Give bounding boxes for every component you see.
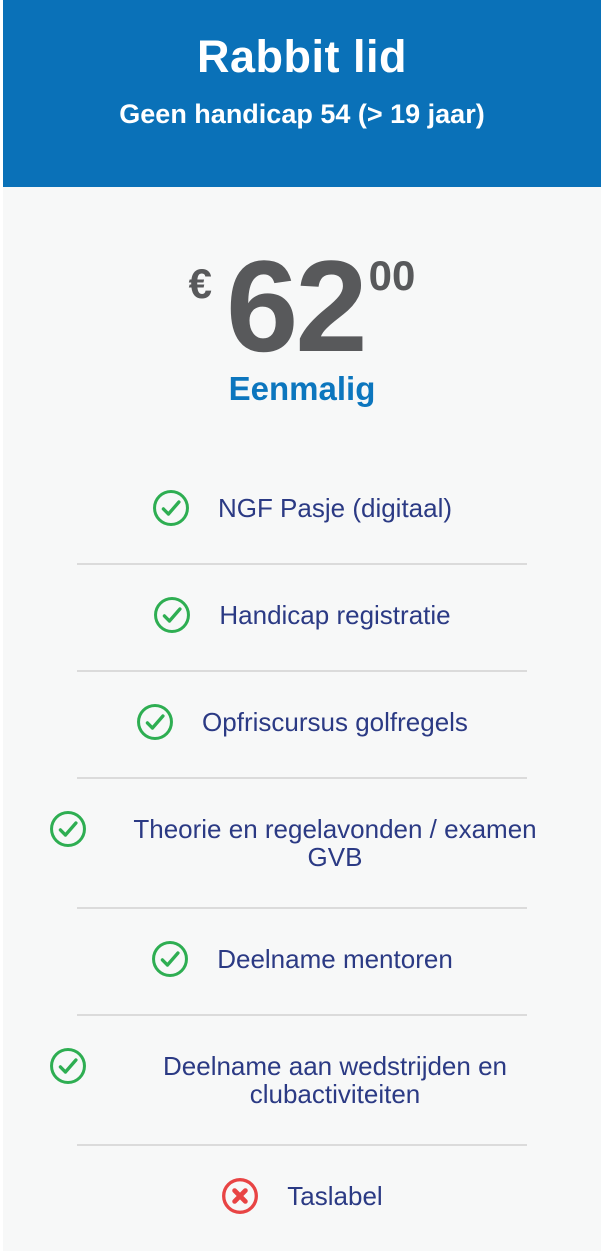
feature-label: Theorie en regelavonden / examen GVB [133,813,537,872]
feature-label: Handicap registratie [219,599,451,630]
feature-row [3,565,601,670]
check-circle-icon [49,810,87,848]
feature-label: Opfriscursus golfregels [202,706,468,737]
feature-row [3,672,601,777]
card-header [3,0,601,187]
x-circle-icon [221,1177,259,1215]
feature-row [3,1016,601,1144]
price-cents: 00 [368,252,416,299]
feature-row [3,458,601,563]
feature-row [3,909,601,1014]
feature-label: NGF Pasje (digitaal) [217,492,453,523]
feature-list [3,458,601,1251]
feature-label: Deelname aan wedstrijden en clubactiviteiten [163,1050,507,1109]
check-circle-icon [153,596,191,634]
check-circle-icon [151,940,189,978]
feature-label: Deelname mentoren [217,943,453,974]
pricing-card [3,0,601,1251]
feature-row [3,779,601,907]
price-amount: 62 [226,233,365,379]
feature-row [3,1146,601,1251]
currency-symbol: € [188,260,213,307]
card-title: Rabbit lid [197,31,407,82]
price-row [3,233,601,379]
check-circle-icon [152,489,190,527]
price-block [3,187,601,408]
card-subtitle: Geen handicap 54 (> 19 jaar) [119,99,485,129]
feature-label: Taslabel [287,1180,383,1211]
check-circle-icon [136,703,174,741]
check-circle-icon [49,1047,87,1085]
price-period: Eenmalig [228,369,376,407]
